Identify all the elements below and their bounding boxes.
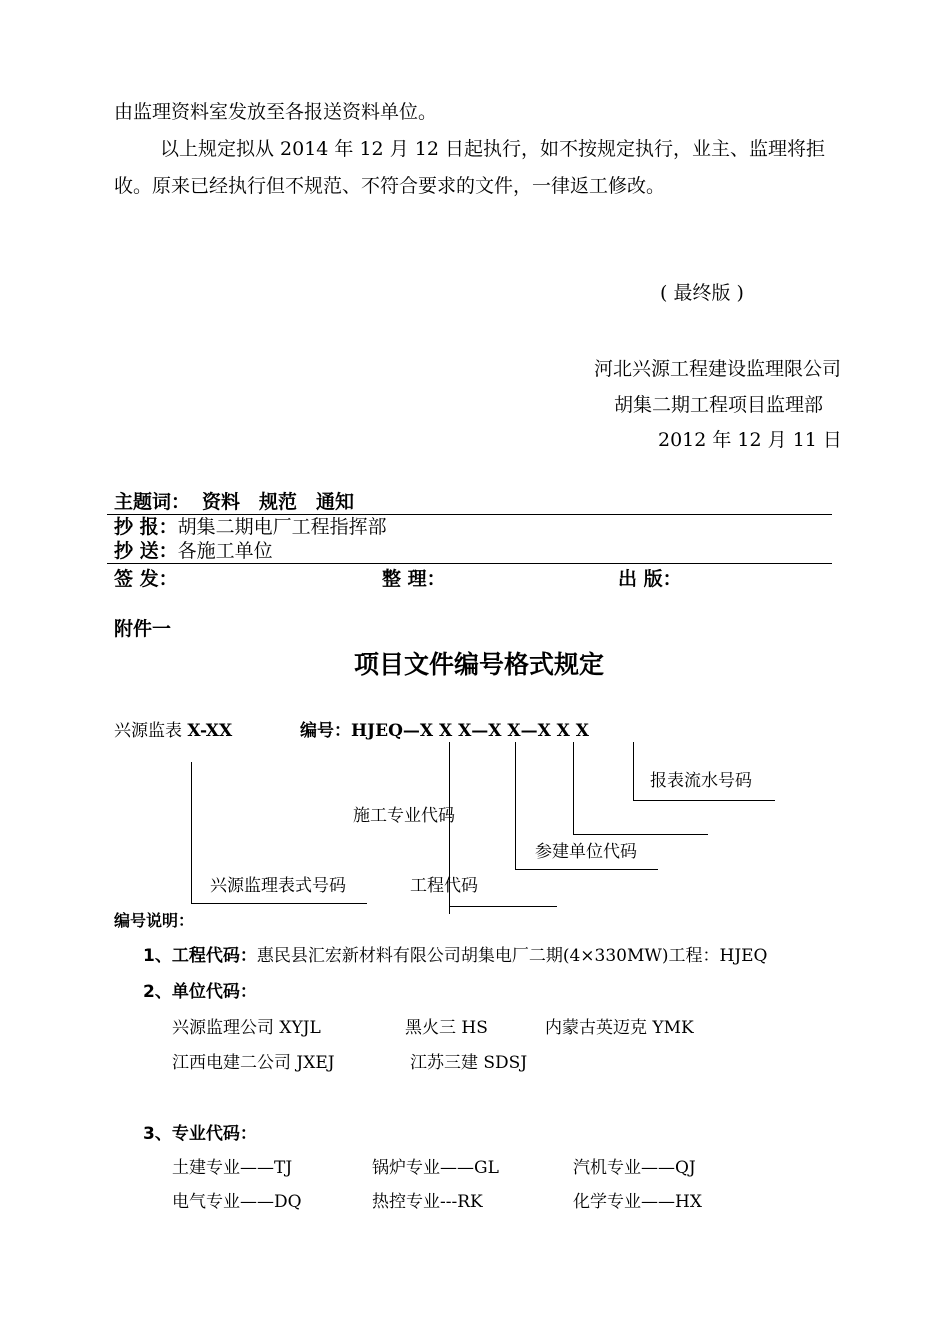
unit-code-ymk: 内蒙古英迈克 YMK	[545, 1018, 694, 1038]
form-code-row	[114, 718, 232, 744]
attachment-label: 附件一	[114, 618, 172, 640]
report-value: 胡集二期电厂工程指挥部	[177, 516, 387, 538]
explanation-item-2-label: 2、单位代码：	[143, 982, 257, 1002]
connector-serial-horizontal	[633, 800, 775, 801]
body-line-2: 以上规定拟从 2014 年 12 月 12 日起执行，如不按规定执行，业主、监理将拒	[160, 138, 825, 160]
body-line-1: 由监理资料室发放至各报送资料单位。	[114, 101, 438, 123]
signature-company: 河北兴源工程建设监理限公司	[594, 358, 842, 380]
subject-keywords-row	[114, 488, 354, 516]
connector-form-vertical	[191, 762, 192, 904]
unit-code-sdsj: 江苏三建 SDSJ	[410, 1053, 528, 1073]
routing-rule-2	[107, 563, 832, 564]
unit-code-xyjl: 兴源监理公司 XYJL	[172, 1018, 321, 1038]
explanation-item-1	[143, 941, 767, 966]
sign-label: 签 发：	[114, 568, 178, 590]
send-value: 各施工单位	[177, 540, 273, 562]
body-line-3: 收。原来已经执行但不规范、不符合要求的文件，一律返工修改。	[114, 175, 666, 197]
connector-specialty-vertical	[573, 742, 574, 835]
version-note: ( 最终版 )	[660, 282, 744, 304]
signature-date: 2012 年 12 月 11 日	[658, 429, 842, 451]
number-code: HJEQ—X X X—X X—X X X	[351, 721, 589, 741]
explanation-heading: 编号说明：	[114, 911, 195, 930]
send-row	[114, 537, 273, 565]
connector-project-horizontal	[449, 906, 557, 907]
report-label: 抄 报：	[114, 516, 178, 538]
label-project-code: 工程代码	[410, 876, 478, 896]
label-unit-code: 参建单位代码	[535, 842, 637, 862]
explanation-item-3-label: 3、专业代码：	[143, 1124, 257, 1144]
form-code: X-XX	[187, 721, 233, 741]
connector-form-horizontal	[191, 903, 367, 904]
connector-serial-vertical	[633, 742, 634, 800]
send-label: 抄 送：	[114, 540, 178, 562]
attachment-title: 项目文件编号格式规定	[354, 650, 605, 679]
specialty-code-hx: 化学专业——HX	[573, 1192, 702, 1212]
label-form-code: 兴源监理表式号码	[210, 876, 346, 896]
arrange-label: 整 理：	[382, 568, 446, 590]
form-prefix: 兴源监表	[114, 721, 188, 741]
number-label: 编号：	[300, 721, 351, 741]
specialty-code-tj: 土建专业——TJ	[172, 1158, 293, 1178]
item1-label: 1、工程代码：	[143, 946, 257, 966]
connector-unit-horizontal	[515, 869, 658, 870]
specialty-code-rk: 热控专业---RK	[372, 1192, 483, 1212]
specialty-code-dq: 电气专业——DQ	[172, 1192, 302, 1212]
item1-value: 惠民县汇宏新材料有限公司胡集电厂二期(4×330MW)工程：HJEQ	[256, 946, 768, 966]
connector-specialty-horizontal	[573, 834, 708, 835]
specialty-code-gl: 锅炉专业——GL	[372, 1158, 499, 1178]
label-specialty-code: 施工专业代码	[353, 806, 455, 826]
number-format-row	[300, 718, 589, 744]
unit-code-jxej: 江西电建二公司 JXEJ	[172, 1053, 335, 1073]
subject-value: 资料 规范 通知	[202, 491, 355, 513]
label-serial-number: 报表流水号码	[650, 771, 752, 791]
signature-department: 胡集二期工程项目监理部	[614, 394, 824, 416]
connector-unit-vertical	[515, 742, 516, 870]
publish-label: 出 版：	[618, 568, 682, 590]
subject-label: 主题词：	[114, 491, 191, 513]
unit-code-hs: 黑火三 HS	[405, 1018, 488, 1038]
specialty-code-qj: 汽机专业——QJ	[573, 1158, 696, 1178]
